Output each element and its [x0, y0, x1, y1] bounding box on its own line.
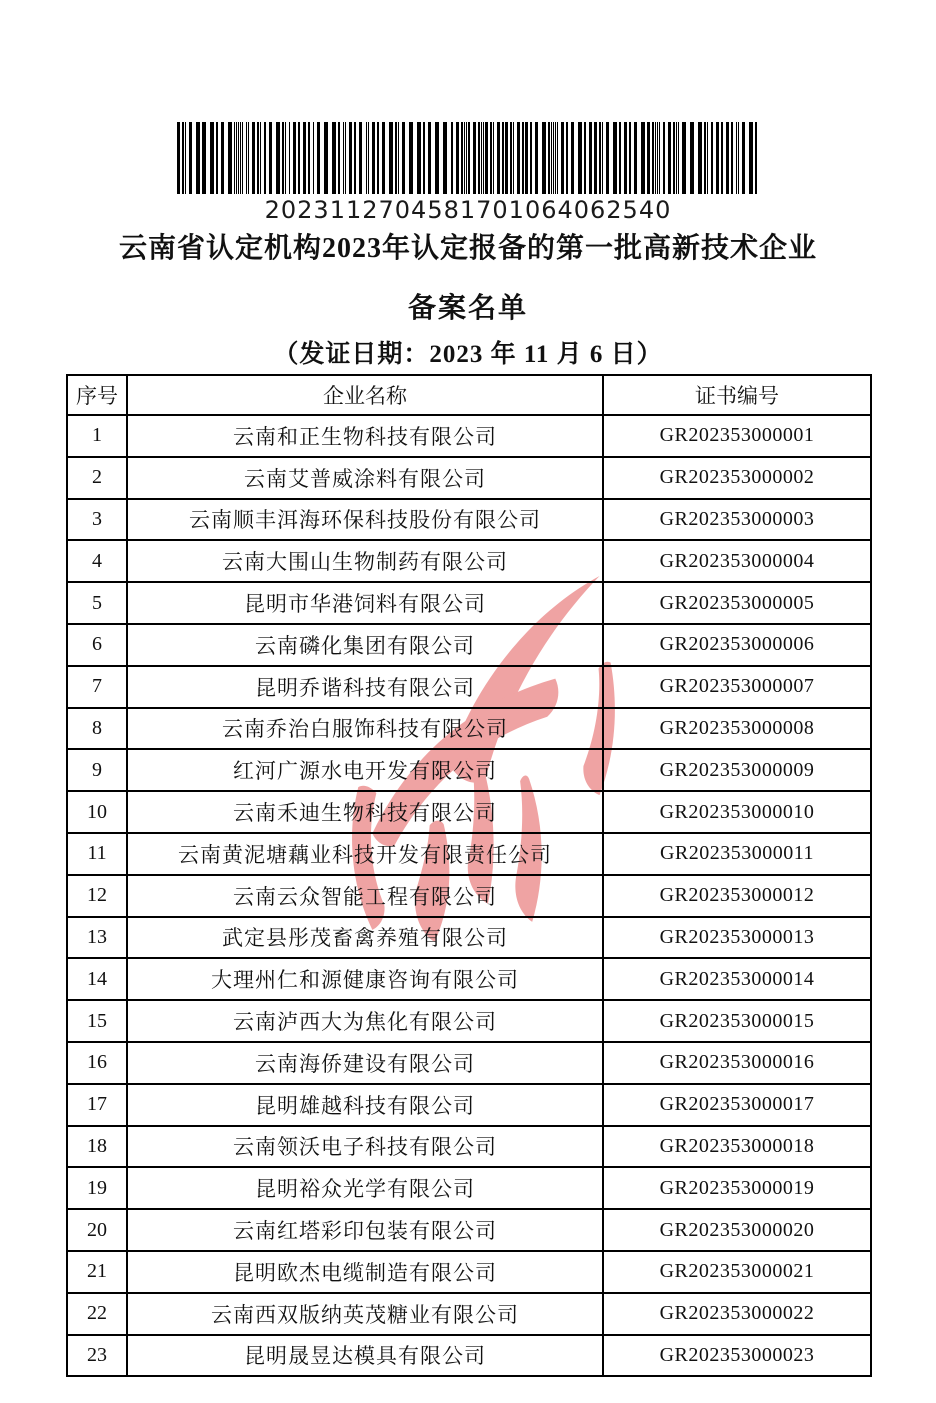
- row-cert: GR202353000012: [603, 875, 871, 917]
- row-company: 云南顺丰洱海环保科技股份有限公司: [127, 499, 603, 541]
- row-index: 23: [67, 1335, 127, 1377]
- header-cert: 证书编号: [603, 375, 871, 415]
- row-company: 昆明雄越科技有限公司: [127, 1084, 603, 1126]
- row-index: 5: [67, 582, 127, 624]
- header-index: 序号: [67, 375, 127, 415]
- row-cert: GR202353000021: [603, 1251, 871, 1293]
- table-row: [67, 1251, 871, 1293]
- row-company: 云南云众智能工程有限公司: [127, 875, 603, 917]
- row-index: 19: [67, 1167, 127, 1209]
- table-row: [67, 833, 871, 875]
- row-company: 云南泸西大为焦化有限公司: [127, 1000, 603, 1042]
- table-row: [67, 1126, 871, 1168]
- table-row: [67, 540, 871, 582]
- table-row: [67, 708, 871, 750]
- table-row: [67, 958, 871, 1000]
- row-cert: GR202353000019: [603, 1167, 871, 1209]
- row-company: 昆明乔谐科技有限公司: [127, 666, 603, 708]
- row-company: 云南领沃电子科技有限公司: [127, 1126, 603, 1168]
- row-index: 3: [67, 499, 127, 541]
- row-company: 云南乔治白服饰科技有限公司: [127, 708, 603, 750]
- row-cert: GR202353000010: [603, 791, 871, 833]
- table-row: [67, 415, 871, 457]
- row-company: 大理州仁和源健康咨询有限公司: [127, 958, 603, 1000]
- table-row: [67, 624, 871, 666]
- row-cert: GR202353000009: [603, 749, 871, 791]
- row-index: 6: [67, 624, 127, 666]
- table-row: [67, 791, 871, 833]
- table-row: [67, 875, 871, 917]
- table-row: [67, 1209, 871, 1251]
- document-subtitle: 备案名单: [407, 293, 528, 324]
- row-cert: GR202353000014: [603, 958, 871, 1000]
- row-company: 云南黄泥塘藕业科技开发有限责任公司: [127, 833, 603, 875]
- row-index: 8: [67, 708, 127, 750]
- row-cert: GR202353000005: [603, 582, 871, 624]
- barcode-bars: [177, 122, 760, 194]
- company-table: [66, 374, 872, 1377]
- row-cert: GR202353000008: [603, 708, 871, 750]
- row-index: 1: [67, 415, 127, 457]
- table-row: [67, 1335, 871, 1377]
- row-index: 2: [67, 457, 127, 499]
- row-index: 13: [67, 917, 127, 959]
- row-company: 昆明晟昱达模具有限公司: [127, 1335, 603, 1377]
- row-index: 21: [67, 1251, 127, 1293]
- row-index: 7: [67, 666, 127, 708]
- row-index: 14: [67, 958, 127, 1000]
- row-index: 16: [67, 1042, 127, 1084]
- row-index: 20: [67, 1209, 127, 1251]
- barcode: [0, 122, 936, 224]
- row-cert: GR202353000016: [603, 1042, 871, 1084]
- row-cert: GR202353000011: [603, 833, 871, 875]
- row-cert: GR202353000013: [603, 917, 871, 959]
- table-row: [67, 1167, 871, 1209]
- table-row: [67, 582, 871, 624]
- table-row: [67, 1293, 871, 1335]
- table-row: [67, 457, 871, 499]
- issue-date-line: （发证日期：2023 年 11 月 6 日）: [273, 341, 663, 368]
- row-cert: GR202353000002: [603, 457, 871, 499]
- row-index: 10: [67, 791, 127, 833]
- row-cert: GR202353000017: [603, 1084, 871, 1126]
- table-row: [67, 749, 871, 791]
- row-cert: GR202353000018: [603, 1126, 871, 1168]
- row-company: 云南西双版纳英茂糖业有限公司: [127, 1293, 603, 1335]
- row-company: 云南磷化集团有限公司: [127, 624, 603, 666]
- row-index: 11: [67, 833, 127, 875]
- row-cert: GR202353000023: [603, 1335, 871, 1377]
- table-row: [67, 1084, 871, 1126]
- row-cert: GR202353000007: [603, 666, 871, 708]
- row-company: 云南红塔彩印包装有限公司: [127, 1209, 603, 1251]
- row-company: 昆明市华港饲料有限公司: [127, 582, 603, 624]
- row-cert: GR202353000001: [603, 415, 871, 457]
- row-cert: GR202353000004: [603, 540, 871, 582]
- row-cert: GR202353000003: [603, 499, 871, 541]
- row-index: 12: [67, 875, 127, 917]
- row-company: 昆明欧杰电缆制造有限公司: [127, 1251, 603, 1293]
- row-company: 武定县彤茂畜禽养殖有限公司: [127, 917, 603, 959]
- table-row: [67, 1042, 871, 1084]
- table-row: [67, 666, 871, 708]
- company-table-body: [67, 415, 871, 1376]
- table-header-row: [67, 375, 871, 415]
- row-company: 昆明裕众光学有限公司: [127, 1167, 603, 1209]
- row-cert: GR202353000006: [603, 624, 871, 666]
- barcode-number: 2023112704581701064062540: [264, 196, 672, 224]
- row-company: 云南艾普威涂料有限公司: [127, 457, 603, 499]
- row-company: 云南禾迪生物科技有限公司: [127, 791, 603, 833]
- table-row: [67, 917, 871, 959]
- row-company: 云南和正生物科技有限公司: [127, 415, 603, 457]
- row-index: 15: [67, 1000, 127, 1042]
- row-index: 9: [67, 749, 127, 791]
- row-cert: GR202353000015: [603, 1000, 871, 1042]
- row-company: 云南大围山生物制药有限公司: [127, 540, 603, 582]
- row-index: 4: [67, 540, 127, 582]
- table-row: [67, 499, 871, 541]
- row-company: 云南海侨建设有限公司: [127, 1042, 603, 1084]
- row-cert: GR202353000020: [603, 1209, 871, 1251]
- document-title: 云南省认定机构2023年认定报备的第一批高新技术企业: [118, 233, 817, 264]
- row-index: 17: [67, 1084, 127, 1126]
- row-index: 22: [67, 1293, 127, 1335]
- row-company: 红河广源水电开发有限公司: [127, 749, 603, 791]
- header-company: 企业名称: [127, 375, 603, 415]
- row-index: 18: [67, 1126, 127, 1168]
- row-cert: GR202353000022: [603, 1293, 871, 1335]
- table-row: [67, 1000, 871, 1042]
